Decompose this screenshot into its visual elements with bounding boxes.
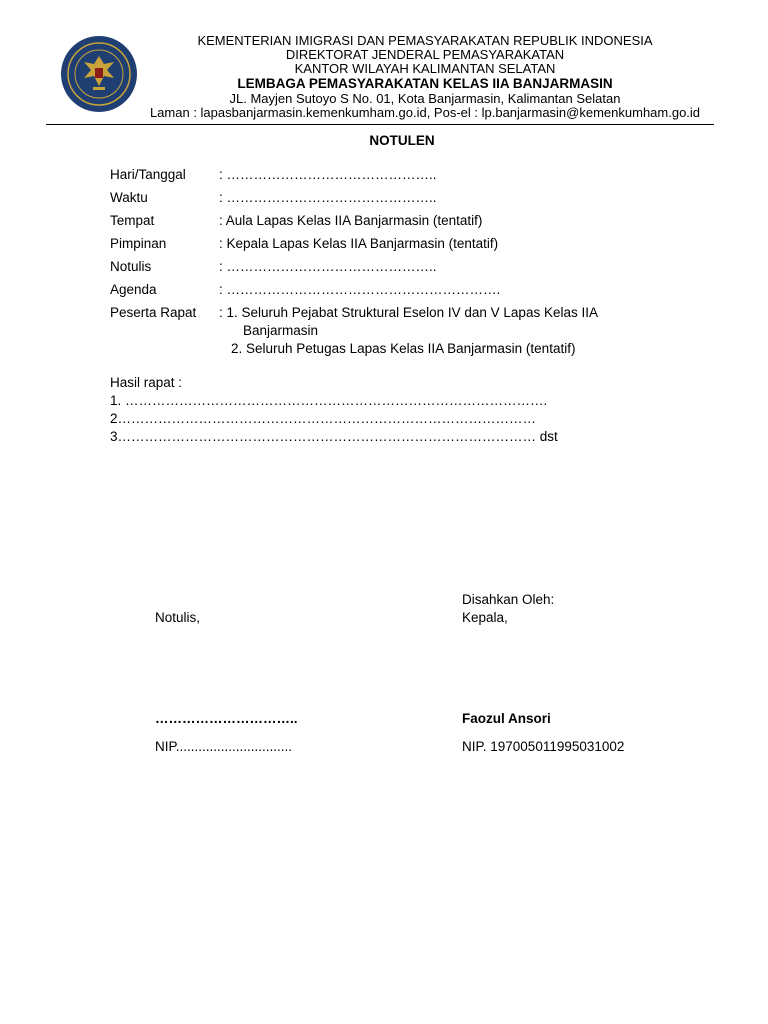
field-label-pimpinan: Pimpinan [110,236,167,251]
header-ministry: KEMENTERIAN IMIGRASI DAN PEMASYARAKATAN REPUBLIK INDONESIA [197,33,653,48]
header-regional-office: KANTOR WILAYAH KALIMANTAN SELATAN [294,61,556,76]
field-label-hari-tanggal: Hari/Tanggal [110,167,186,182]
notulis-name: ………………………….. [155,711,298,726]
field-label-peserta-rapat: Peserta Rapat [110,305,197,320]
field-value-peserta-item-2: 2. Seluruh Petugas Lapas Kelas IIA Banjarmasin (tentatif) [231,341,576,356]
hasil-rapat-item-1: 1. …………………………………………………………………………………. [110,393,548,408]
field-label-waktu: Waktu [110,190,148,205]
hasil-rapat-item-2: 2………………………………………………………………………………… [110,411,537,426]
document-title: NOTULEN [369,133,435,148]
approved-by-label: Disahkan Oleh: [462,592,555,607]
field-value-peserta-item-1-cont: Banjarmasin [243,323,319,338]
kepala-signature-label: Kepala, [462,610,508,625]
field-value-tempat: : Aula Lapas Kelas IIA Banjarmasin (tentatif) [219,213,483,228]
ministry-logo [54,34,144,114]
field-value-hari-tanggal: : ……………………………………….. [219,167,437,182]
notulis-nip: NIP............................... [155,739,293,754]
header-institution: LEMBAGA PEMASYARAKATAN KELAS IIA BANJARMASIN [237,76,613,91]
kepala-nip: NIP. 197005011995031002 [462,739,625,754]
field-value-agenda: : ……………………………………………………. [219,282,501,297]
hasil-rapat-item-3: 3………………………………………………………………………………… dst [110,429,558,444]
header-address: JL. Mayjen Sutoyo S No. 01, Kota Banjarmasin, Kalimantan Selatan [229,91,621,106]
field-label-tempat: Tempat [110,213,155,228]
kepala-name: Faozul Ansori [462,711,551,726]
header-divider [46,124,714,125]
field-label-notulis: Notulis [110,259,152,274]
field-value-waktu: : ……………………………………….. [219,190,437,205]
field-label-agenda: Agenda [110,282,157,297]
hasil-rapat-label: Hasil rapat : [110,375,183,390]
header-contact: Laman : lapasbanjarmasin.kemenkumham.go.id, Pos-el : lp.banjarmasin@kemenkumham.go.id [149,105,701,120]
field-value-notulis: : ……………………………………….. [219,259,437,274]
field-value-pimpinan: : Kepala Lapas Kelas IIA Banjarmasin (tentatif) [219,236,499,251]
field-value-peserta-item-1: : 1. Seluruh Pejabat Struktural Eselon IV dan V Lapas Kelas IIA [219,305,598,320]
header-directorate: DIREKTORAT JENDERAL PEMASYARAKATAN [285,47,565,62]
notulis-signature-label: Notulis, [155,610,201,625]
